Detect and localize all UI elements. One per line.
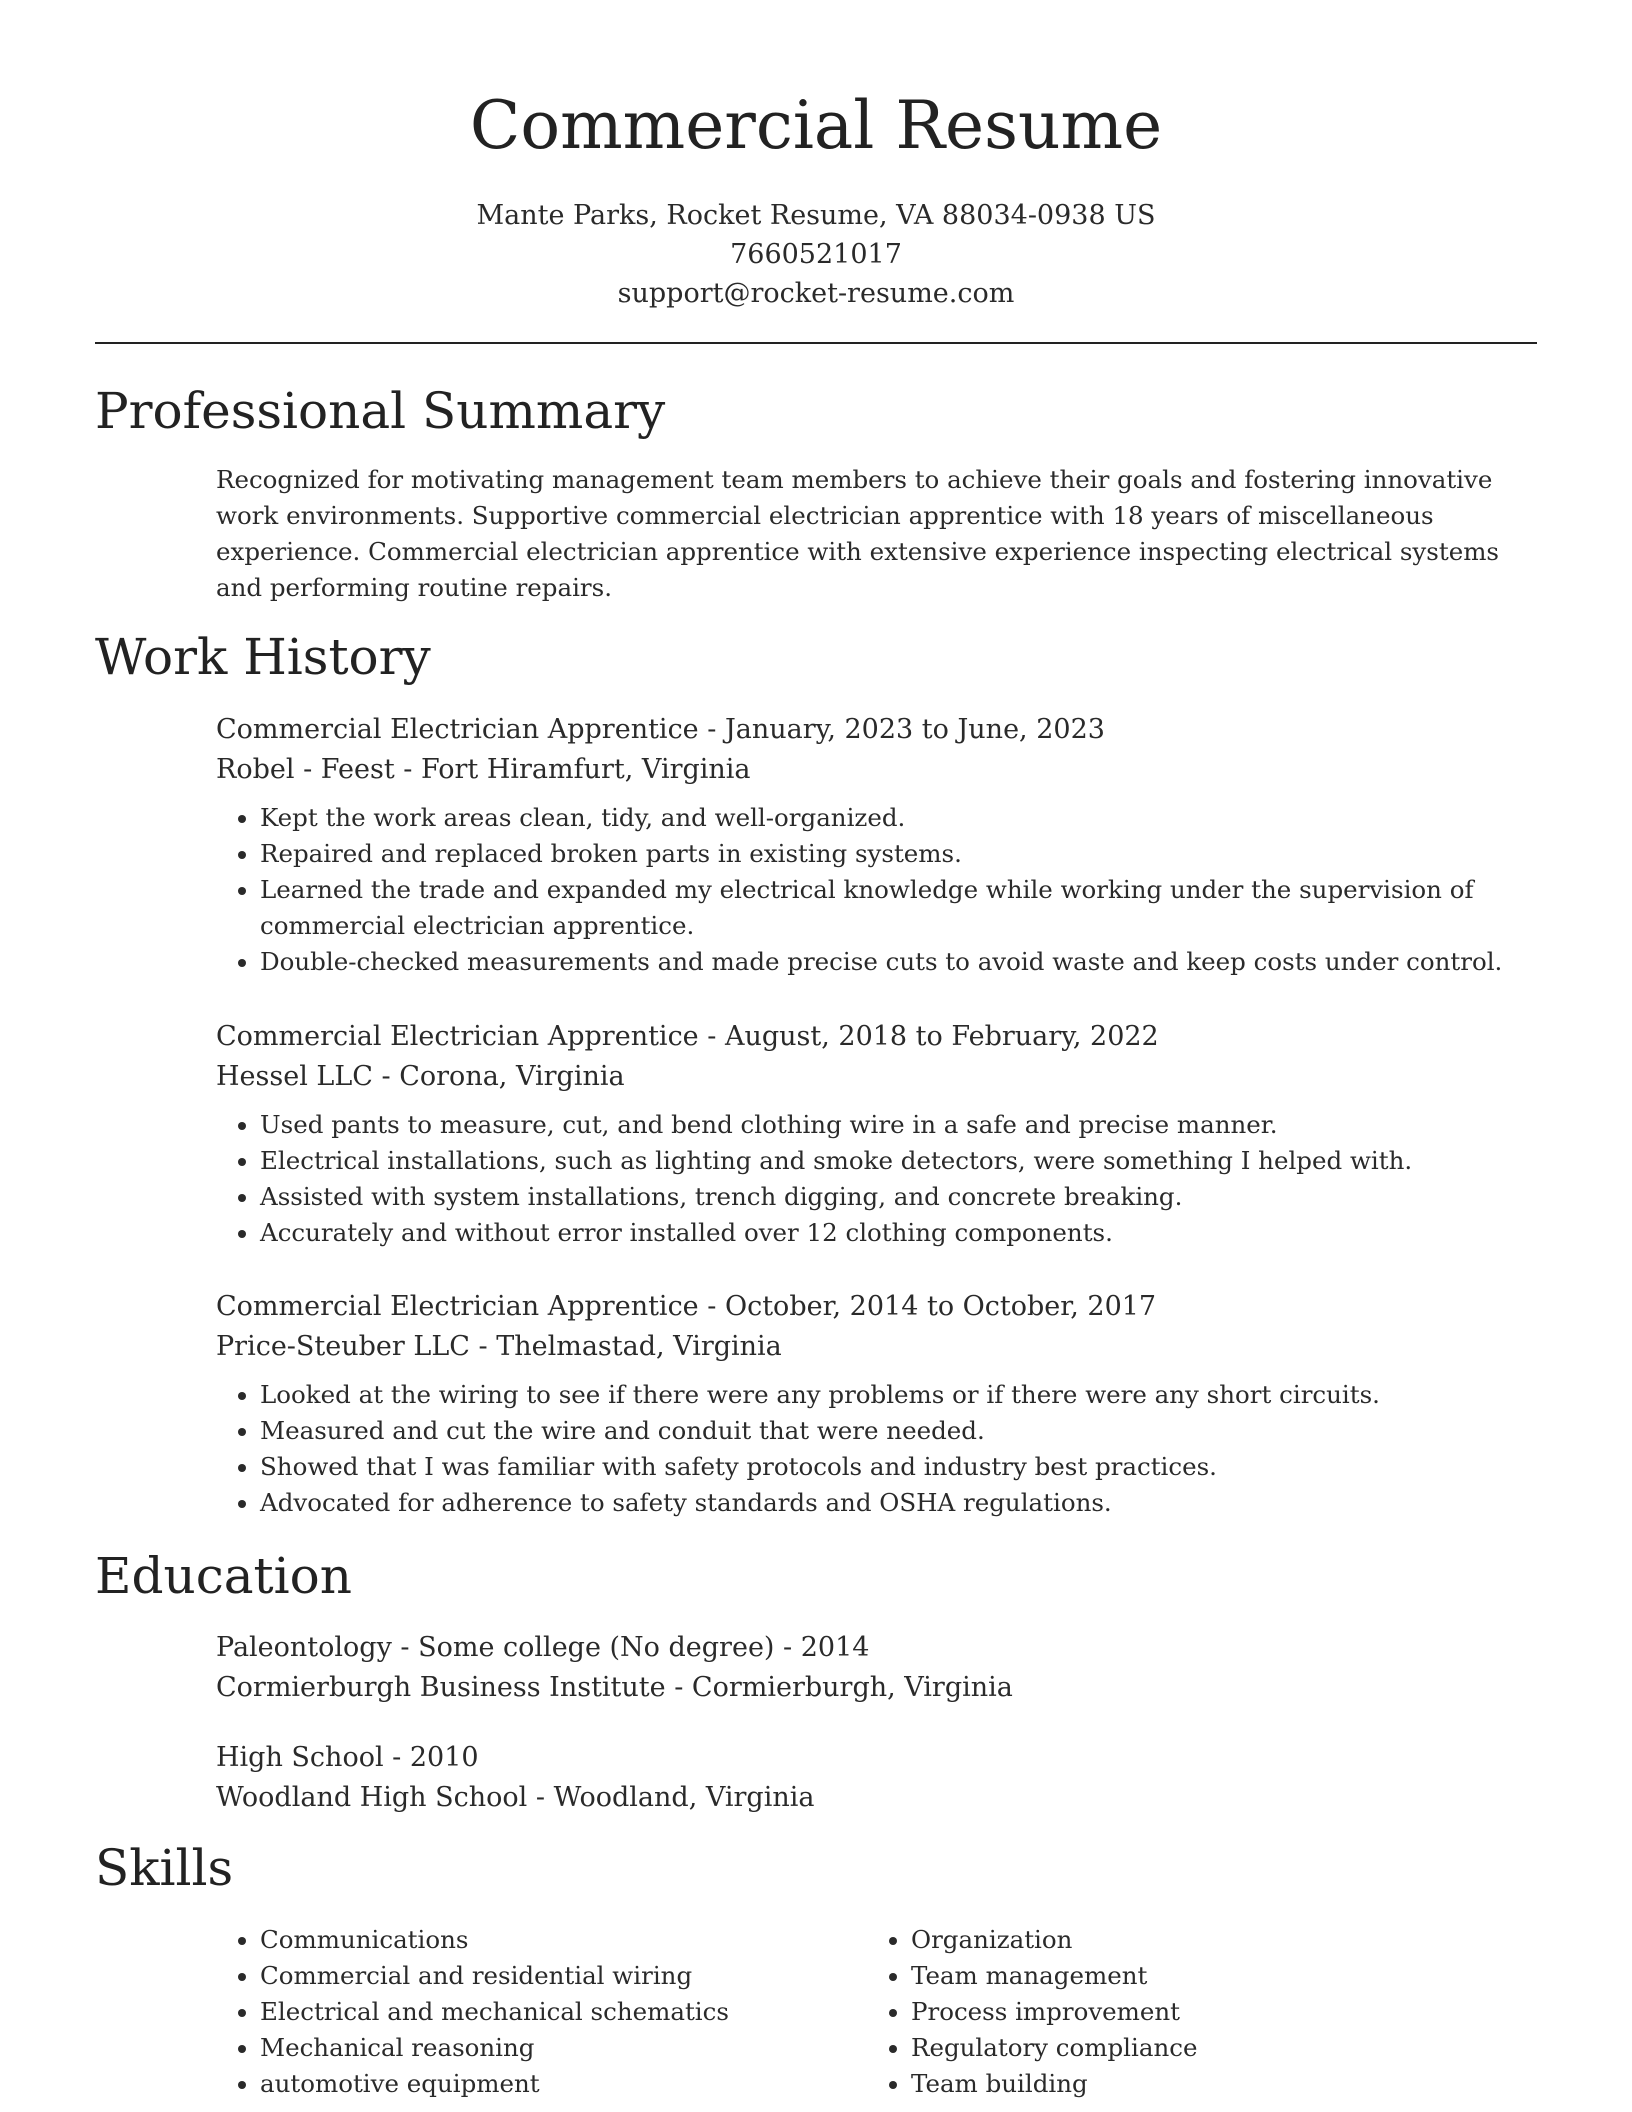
job-title-line: Commercial Electrician Apprentice - October, 2014 to October, 2017 — [216, 1291, 1157, 1322]
job-company-line: Robel - Feest - Fort Hiramfurt, Virginia — [216, 754, 751, 785]
summary-text: Recognized for motivating management team members to achieve their goals and fostering innovative work environments. Supportive commercial electrician apprentice with 18 years of miscellaneous experience. Commercial electrician apprentice with extensive experience inspecting electrical systems and performing routine repairs. — [216, 465, 1499, 602]
list-item: • Advocated for adherence to safety standards and OSHA regulations. — [260, 1485, 1516, 1521]
list-item: • Team management — [911, 1958, 1467, 1994]
summary-section — [216, 462, 1516, 606]
education-heading: Education — [95, 1547, 352, 1605]
resume-title: Commercial Resume — [469, 87, 1163, 164]
education-entry — [216, 1628, 1516, 1708]
job-title-line: Commercial Electrician Apprentice - August, 2018 to February, 2022 — [216, 1021, 1159, 1052]
list-item: • Communications — [260, 1922, 867, 1958]
list-item: • Electrical installations, such as lighting and smoke detectors, were something I helped with. — [260, 1143, 1516, 1179]
job-entry — [216, 1017, 1516, 1251]
list-item: • Kept the work areas clean, tidy, and well-organized. — [260, 800, 1516, 836]
contact-email: support@rocket-resume.com — [617, 278, 1015, 309]
job-bullets — [216, 800, 1516, 980]
skills-columns — [216, 1922, 1516, 2102]
job-bullets — [216, 1377, 1516, 1521]
work-history-heading: Work History — [95, 628, 431, 686]
list-item: • Electrical and mechanical schematics — [260, 1994, 867, 2030]
contact-info — [0, 196, 1632, 313]
job-entry — [216, 710, 1516, 980]
skills-section — [216, 1922, 1516, 2102]
skills-heading: Skills — [95, 1839, 234, 1897]
resume-header — [0, 0, 1632, 313]
job-bullets — [216, 1107, 1516, 1251]
list-item: • Looked at the wiring to see if there were any problems or if there were any short circuits. — [260, 1377, 1516, 1413]
list-item: • Organization — [911, 1922, 1467, 1958]
list-item: • Commercial and residential wiring — [260, 1958, 867, 1994]
job-company-line: Price-Steuber LLC - Thelmastad, Virginia — [216, 1331, 782, 1362]
school-line: Woodland High School - Woodland, Virginia — [216, 1782, 815, 1813]
skills-list — [867, 1922, 1467, 2102]
list-item: • Showed that I was familiar with safety protocols and industry best practices. — [260, 1449, 1516, 1485]
list-item: • Measured and cut the wire and conduit that were needed. — [260, 1413, 1516, 1449]
education-entry — [216, 1738, 1516, 1818]
list-item: • Process improvement — [911, 1994, 1467, 2030]
header-divider — [95, 342, 1537, 344]
list-item: • Accurately and without error installed over 12 clothing components. — [260, 1215, 1516, 1251]
list-item: • automotive equipment — [260, 2066, 867, 2102]
list-item: • Used pants to measure, cut, and bend clothing wire in a safe and precise manner. — [260, 1107, 1516, 1143]
degree-line: High School - 2010 — [216, 1742, 479, 1773]
skills-column-right — [867, 1922, 1467, 2102]
job-entry — [216, 1287, 1516, 1521]
list-item: • Mechanical reasoning — [260, 2030, 867, 2066]
list-item: • Regulatory compliance — [911, 2030, 1467, 2066]
summary-heading: Professional Summary — [95, 382, 666, 440]
list-item: • Repaired and replaced broken parts in existing systems. — [260, 836, 1516, 872]
school-line: Cormierburgh Business Institute - Cormierburgh, Virginia — [216, 1672, 1013, 1703]
contact-phone: 7660521017 — [730, 239, 902, 270]
job-company-line: Hessel LLC - Corona, Virginia — [216, 1061, 625, 1092]
list-item: • Learned the trade and expanded my electrical knowledge while working under the supervision of commercial electrician apprentice. — [260, 872, 1516, 944]
list-item: • Team building — [911, 2066, 1467, 2102]
job-title-line: Commercial Electrician Apprentice - January, 2023 to June, 2023 — [216, 714, 1105, 745]
skills-column-left — [216, 1922, 867, 2102]
list-item: • Assisted with system installations, trench digging, and concrete breaking. — [260, 1179, 1516, 1215]
skills-list — [216, 1922, 867, 2102]
contact-address: Mante Parks, Rocket Resume, VA 88034-0938 US — [476, 200, 1156, 231]
list-item: • Double-checked measurements and made precise cuts to avoid waste and keep costs under control. — [260, 944, 1516, 980]
degree-line: Paleontology - Some college (No degree) - 2014 — [216, 1632, 870, 1663]
